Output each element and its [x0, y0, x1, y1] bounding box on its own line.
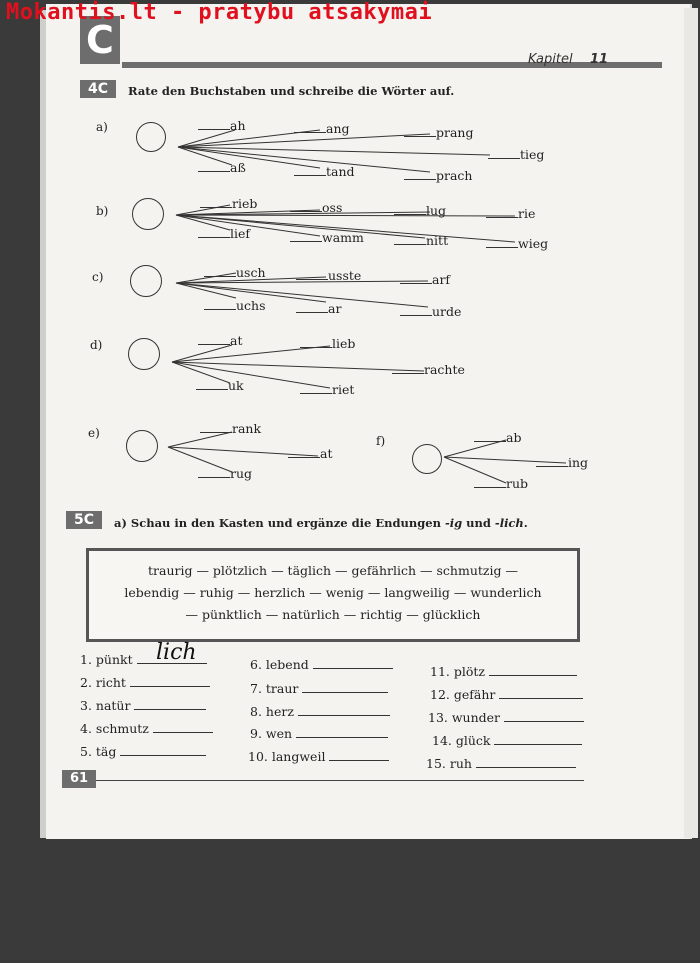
word-stem: rub	[474, 476, 528, 491]
handwritten-answer: lich	[156, 640, 197, 665]
answer-blank[interactable]	[298, 704, 390, 716]
letter-circle-e[interactable]	[126, 430, 158, 462]
word-stem: riet	[300, 382, 354, 397]
group-label-d: d)	[90, 338, 103, 352]
answer-blank[interactable]	[494, 733, 582, 745]
word-stem: uchs	[204, 298, 266, 313]
word-stem: ar	[296, 301, 341, 316]
word-stem: rieb	[200, 196, 257, 211]
answer-blank[interactable]	[476, 756, 576, 768]
exercise-item: 15. ruh	[426, 756, 576, 771]
exercise-item: 11. plötz	[430, 664, 577, 679]
kapitel-number: 11	[590, 52, 609, 67]
answer-blank[interactable]	[313, 657, 393, 669]
word-stem: prang	[404, 125, 473, 140]
answer-blank[interactable]	[302, 681, 388, 693]
exercise-item: 3. natür	[80, 698, 206, 713]
letter-circle-d[interactable]	[128, 338, 160, 370]
exercise-item: 6. lebend	[250, 657, 393, 672]
word-stem: lieb	[300, 336, 355, 351]
exercise-item: 14. glück	[432, 733, 582, 748]
word-stem: usch	[204, 265, 266, 280]
word-stem: at	[288, 446, 332, 461]
exercise-item: 9. wen	[250, 726, 388, 741]
answer-blank[interactable]	[134, 698, 206, 710]
group-label-b: b)	[96, 204, 109, 218]
watermark-text: Mokantis.lt - pratybu atsakymai	[6, 0, 433, 25]
word-stem: rie	[486, 206, 535, 221]
letter-circle-b[interactable]	[132, 198, 164, 230]
exercise-item: 13. wunder	[428, 710, 584, 725]
word-stem: urde	[400, 304, 461, 319]
word-stem: wieg	[486, 236, 548, 251]
exercise-item: 1. pünkt	[80, 652, 207, 667]
page-edge-right	[684, 8, 698, 838]
answer-blank[interactable]	[130, 675, 210, 687]
exercise-item: 7. traur	[250, 681, 388, 696]
exercise-item: 10. langweil	[248, 749, 389, 764]
word-stem: uk	[196, 378, 244, 393]
group-label-f: f)	[376, 434, 386, 448]
task-badge-4c: 4C	[80, 80, 116, 98]
word-stem: rachte	[392, 362, 465, 377]
word-stem: tand	[294, 164, 355, 179]
answer-blank[interactable]	[329, 749, 389, 761]
letter-circle-f[interactable]	[412, 444, 442, 474]
task-instruction-4c: Rate den Buchstaben und schreibe die Wörter auf.	[128, 84, 455, 98]
word-stem: wamm	[290, 230, 364, 245]
word-stem: at	[198, 333, 242, 348]
answer-blank[interactable]	[499, 687, 583, 699]
letter-circle-a[interactable]	[136, 122, 166, 152]
word-stem: ing	[536, 455, 588, 470]
word-stem: ang	[294, 121, 350, 136]
group-label-c: c)	[92, 270, 104, 284]
word-stem: rank	[200, 421, 261, 436]
answer-blank[interactable]	[504, 710, 584, 722]
word-box-line: traurig — plötzlich — täglich — gefährlich — schmutzig —	[148, 563, 518, 578]
group-label-a: a)	[96, 120, 108, 134]
task-badge-5c: 5C	[66, 511, 102, 529]
word-stem: tieg	[488, 147, 544, 162]
exercise-item: 4. schmutz	[80, 721, 213, 736]
exercise-item: 8. herz	[250, 704, 390, 719]
word-stem: nitt	[394, 233, 448, 248]
answer-blank[interactable]	[153, 721, 213, 733]
word-stem: lief	[198, 226, 250, 241]
answer-blank[interactable]	[120, 744, 206, 756]
exercise-item: 12. gefähr	[430, 687, 583, 702]
kapitel-label: Kapitel	[528, 52, 573, 67]
section-letter-badge: C	[80, 16, 120, 64]
word-stem: oss	[290, 200, 342, 215]
word-stem: aß	[198, 160, 246, 175]
exercise-item: 5. täg	[80, 744, 206, 759]
word-box-line: — pünktlich — natürlich — richtig — glücklich	[185, 607, 481, 622]
word-stem: arf	[400, 272, 450, 287]
page-number: 61	[62, 770, 96, 788]
group-label-e: e)	[88, 426, 100, 440]
word-stem: prach	[404, 168, 472, 183]
word-stem: rug	[198, 466, 252, 481]
word-stem: lug	[394, 203, 446, 218]
answer-blank[interactable]	[296, 726, 388, 738]
word-stem: ah	[198, 118, 246, 133]
answer-blank[interactable]	[489, 664, 577, 676]
bottom-rule	[96, 780, 584, 781]
word-stem: usste	[296, 268, 361, 283]
task-instruction-5c: a) Schau in den Kasten und ergänze die Endungen -ig und -lich.	[114, 516, 528, 530]
word-box	[86, 548, 580, 642]
word-box-line: lebendig — ruhig — herzlich — wenig — langweilig — wunderlich	[124, 585, 542, 600]
header-rule	[122, 62, 662, 68]
exercise-item: 2. richt	[80, 675, 210, 690]
letter-circle-c[interactable]	[130, 265, 162, 297]
word-stem: ab	[474, 430, 521, 445]
